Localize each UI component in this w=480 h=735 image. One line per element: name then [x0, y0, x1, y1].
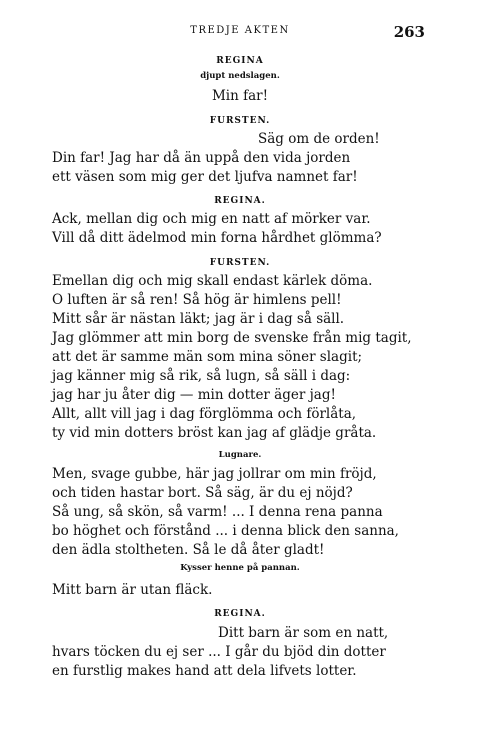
verse-line: Mitt barn är utan fläck.: [52, 582, 213, 598]
speaker-name: FURSTEN.: [209, 116, 271, 126]
verse-line: Din far! Jag har då än uppå den vida jorden: [52, 150, 351, 166]
running-header: TREDJE AKTEN: [190, 25, 290, 36]
speaker-name: FURSTEN.: [209, 258, 271, 268]
verse-line: Säg om de orden!: [258, 131, 380, 147]
verse-line: ty vid min dotters bröst kan jag af glädje gråta.: [52, 425, 377, 441]
stage-direction: djupt nedslagen.: [200, 71, 280, 81]
verse-line: Min far!: [211, 88, 269, 104]
verse-line: Allt, allt vill jag i dag förglömma och förlåta,: [52, 406, 357, 422]
stage-direction: Lugnare.: [218, 450, 262, 460]
verse-line: O luften är så ren! Så hög är himlens pell!: [52, 292, 342, 308]
verse-line: Vill då ditt ädelmod min forna hårdhet glömma?: [52, 230, 382, 246]
verse-line: Jag glömmer att min borg de svenske från mig tagit,: [52, 330, 412, 346]
verse-line: Ditt barn är som en natt,: [218, 625, 389, 641]
verse-line: hvars töcken du ej ser ... I går du bjöd din dotter: [52, 644, 386, 660]
verse-line: jag har ju åter dig — min dotter äger jag!: [52, 387, 336, 403]
speaker-name: REGINA.: [214, 609, 266, 619]
verse-line: Så ung, så skön, så varm! ... I denna rena panna: [52, 504, 383, 520]
verse-line: att det är samme män som mina söner slagit;: [52, 349, 363, 365]
verse-line: ett väsen som mig ger det ljufva namnet far!: [52, 169, 358, 185]
verse-line: jag känner mig så rik, så lugn, så säll i dag:: [52, 368, 351, 384]
verse-line: Men, svage gubbe, här jag jollrar om min fröjd,: [52, 466, 377, 482]
speaker-name: REGINA: [216, 56, 264, 66]
verse-line: Ack, mellan dig och mig en natt af mörker var.: [52, 211, 371, 227]
verse-line: en furstlig makes hand att dela lifvets lotter.: [52, 663, 357, 679]
verse-line: den ädla stoltheten. Så le då åter gladt!: [52, 542, 325, 558]
stage-direction: Kysser henne på pannan.: [180, 563, 300, 573]
verse-line: och tiden hastar bort. Så säg, är du ej nöjd?: [52, 485, 353, 501]
speaker-name: REGINA.: [214, 196, 266, 206]
page-number: 263: [393, 23, 425, 41]
verse-line: Emellan dig och mig skall endast kärlek döma.: [52, 273, 373, 289]
verse-line: Mitt sår är nästan läkt; jag är i dag så säll.: [52, 311, 345, 327]
verse-line: bo höghet och förstånd ... i denna blick den sanna,: [52, 523, 399, 539]
